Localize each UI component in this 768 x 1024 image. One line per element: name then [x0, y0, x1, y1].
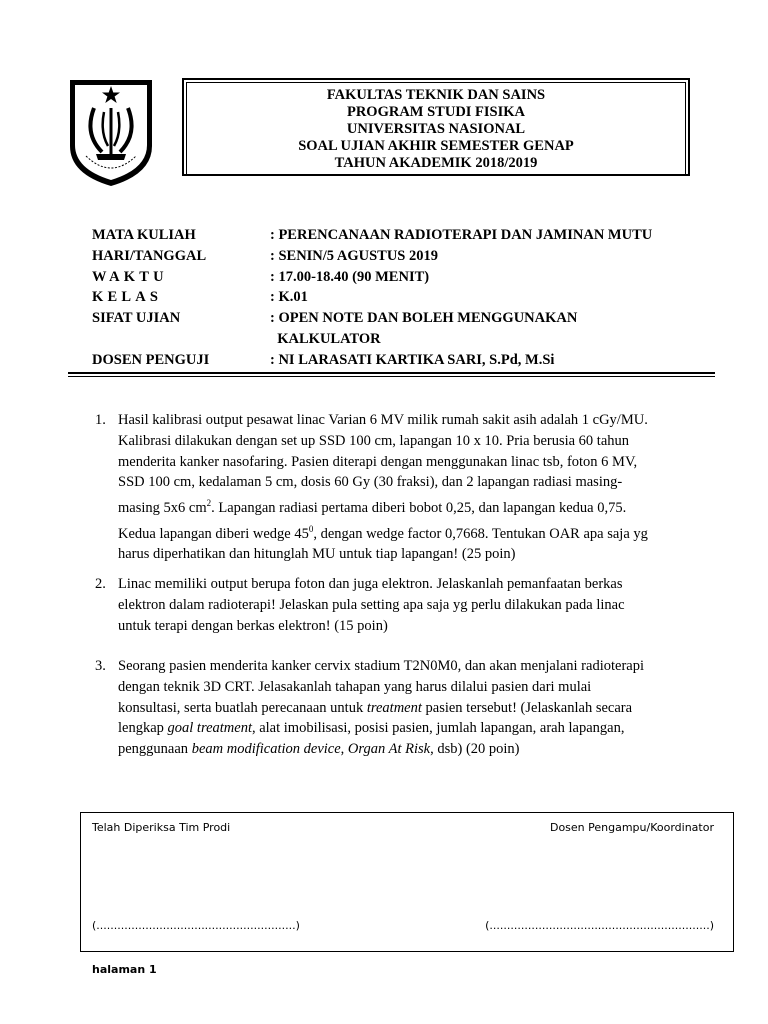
- info-value-exam-type: : OPEN NOTE DAN BOLEH MENGGUNAKAN: [270, 310, 578, 327]
- info-label-course: MATA KULIAH: [92, 227, 196, 243]
- italic-term: Organ At Risk: [347, 741, 431, 758]
- question-text: ,: [340, 741, 348, 758]
- italic-term: beam modification device: [191, 741, 341, 758]
- info-label-exam-type: SIFAT UJIAN: [92, 310, 181, 327]
- signature-left-blank: (.........................................................): [92, 919, 300, 932]
- info-value-exam-type-cont: KALKULATOR: [270, 330, 381, 347]
- question-line: dengan teknik 3D CRT. Jelasakanlah tahapan yang harus dilalui pasien dari mulai: [118, 678, 592, 695]
- question-text: , dengan wedge factor 0,7668. Tentukan OAR apa saja yg: [313, 525, 648, 542]
- question-text: konsultasi, serta buatlah perecanaan untuk: [118, 699, 367, 716]
- header-academic-year: TAHUN AKADEMIK 2018/2019: [334, 154, 538, 171]
- signature-left-title: Telah Diperiksa Tim Prodi: [92, 821, 231, 834]
- info-label-examiner: DOSEN PENGUJI: [92, 351, 210, 368]
- info-value-examiner: : NI LARASATI KARTIKA SARI, S.Pd, M.Si: [270, 351, 555, 368]
- question-line: [118, 718, 688, 739]
- header-program: PROGRAM STUDI FISIKA: [346, 103, 526, 120]
- question-line: Linac memiliki output berupa foton dan juga elektron. Jelaskanlah pemanfaatan berkas: [118, 576, 623, 592]
- question-number: 3.: [95, 658, 106, 674]
- info-value-class: : K.01: [270, 289, 308, 306]
- info-label-date: HARI/TANGGAL: [92, 247, 207, 264]
- question-line: Seorang pasien menderita kanker cervix stadium T2N0M0, dan akan menjalani radioterapi: [118, 658, 644, 674]
- question-text: , alat imobilisasi, posisi pasien, jumlah lapangan, arah lapangan,: [251, 720, 625, 737]
- question-line: [118, 519, 688, 545]
- superscript: 2: [206, 498, 212, 509]
- info-label-time: WAKTU: [92, 268, 168, 285]
- question-line: untuk terapi dengan berkas elektron! (15 poin): [118, 617, 388, 634]
- question-text: Kedua lapangan diberi wedge 45: [118, 525, 309, 542]
- signature-right-blank: (...............................................................): [485, 919, 714, 932]
- question-text: . Lapangan radiasi pertama diberi bobot 0,25, dan lapangan kedua 0,75.: [211, 500, 627, 517]
- signature-right-title: Dosen Pengampu/Koordinator: [549, 821, 714, 834]
- question-line: SSD 100 cm, kedalaman 5 cm, dosis 60 Gy (30 fraksi), dan 2 lapangan radiasi masing-: [118, 474, 623, 491]
- info-value-course: : PERENCANAAN RADIOTERAPI DAN JAMINAN MUTU: [270, 227, 653, 243]
- page-number: halaman 1: [92, 963, 157, 976]
- info-value-date: : SENIN/5 AGUSTUS 2019: [270, 247, 438, 264]
- question-number: 1.: [95, 412, 106, 428]
- header-frame: [186, 82, 686, 176]
- question-line: Kalibrasi dilakukan dengan set up SSD 100 cm, lapangan 10 x 10. Pria berusia 60 tahun: [118, 432, 630, 449]
- header-university: UNIVERSITAS NASIONAL: [346, 120, 526, 137]
- question-line: Hasil kalibrasi output pesawat linac Varian 6 MV milik rumah sakit asih adalah 1 cGy/MU.: [118, 412, 648, 428]
- question-text: pasien tersebut! (Jelaskanlah secara: [421, 699, 633, 716]
- question-line: [118, 493, 688, 519]
- info-value-time: : 17.00-18.40 (90 MENIT): [270, 268, 430, 285]
- question-line: menderita kanker nasofaring. Pasien diterapi dengan menggunakan linac tsb, foton 6 MV,: [118, 453, 638, 470]
- header-exam-title: SOAL UJIAN AKHIR SEMESTER GENAP: [298, 137, 574, 154]
- italic-term: goal treatment: [167, 720, 252, 737]
- question-text: penggunaan: [118, 741, 192, 758]
- question-text: lengkap: [118, 720, 168, 737]
- question-text: masing 5x6 cm: [118, 500, 207, 517]
- header-faculty: FAKULTAS TEKNIK DAN SAINS: [326, 86, 546, 103]
- info-label-class: KELAS: [92, 289, 163, 306]
- divider-thin: [68, 376, 715, 377]
- university-logo: [66, 76, 156, 188]
- superscript: 0: [308, 523, 314, 534]
- question-line: harus diperhatikan dan hitunglah MU untuk tiap lapangan! (25 poin): [118, 546, 516, 563]
- question-number: 2.: [95, 576, 106, 592]
- italic-term: treatment: [366, 699, 422, 716]
- question-line: [118, 698, 688, 719]
- divider-thick: [68, 372, 715, 374]
- question-text: , dsb) (20 poin): [430, 741, 520, 758]
- question-line: elektron dalam radioterapi! Jelaskan pula setting apa saja yg perlu dilakukan pada linac: [118, 596, 625, 613]
- question-line: [118, 739, 688, 760]
